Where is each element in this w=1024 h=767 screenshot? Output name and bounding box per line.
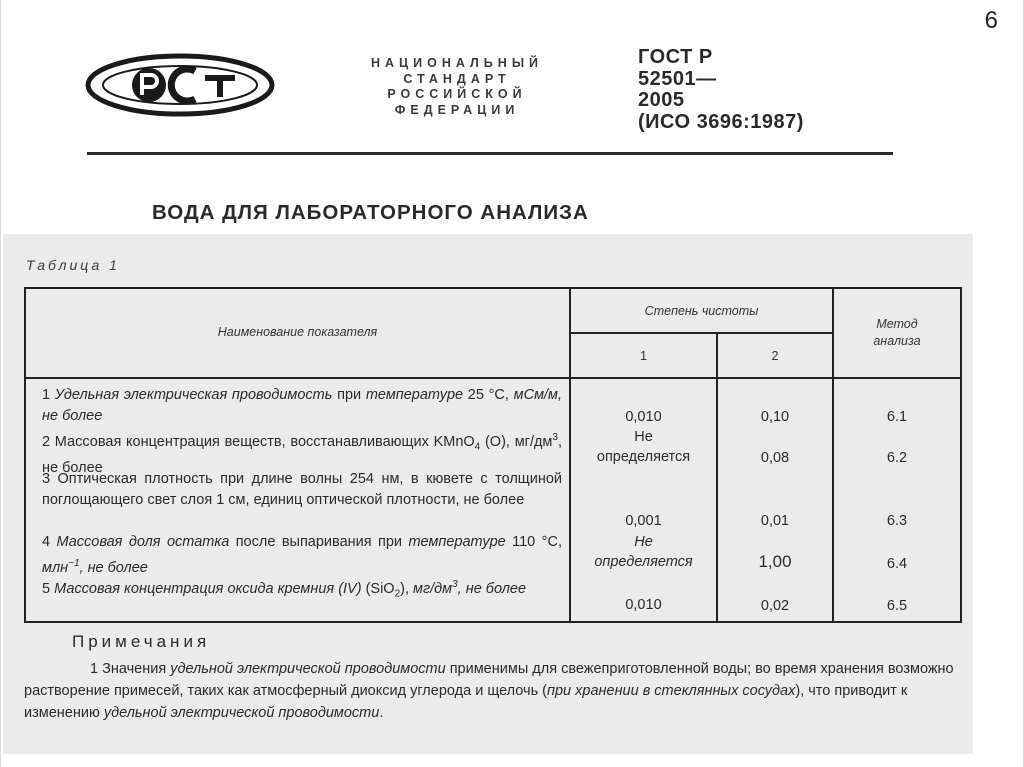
- document-title: ВОДА ДЛЯ ЛАБОРАТОРНОГО АНАЛИЗА: [152, 201, 589, 224]
- gost-line: ГОСТ Р: [638, 46, 713, 68]
- table-cell-row5-purity2: 0,02: [760, 598, 790, 614]
- table-row-4-indicator: 4 Массовая доля остатка после выпаривания при температуре 110 °С, млн$^{-1}$, не более: [42, 534, 562, 576]
- org-line: НАЦИОНАЛЬНЫЙ: [370, 56, 544, 70]
- table-cell-row5-purity1: 0,010: [625, 597, 662, 613]
- table-cell-row3-method: 6.3: [886, 513, 908, 529]
- gost-line: 2005: [638, 89, 685, 111]
- standard-designation: [638, 47, 918, 133]
- table-cell-row1-purity2: 0,10: [760, 409, 790, 425]
- org-line: РОССИЙСКОЙ: [387, 87, 527, 101]
- table-cell-row2-purity2: 0,08: [760, 450, 790, 466]
- table-row-2-indicator: 2 Массовая концентрация веществ, восстанавливающих KMnO$_4$ (О), $мг/дм^3$, не более: [42, 432, 562, 476]
- column-header-purity-1: 1: [640, 349, 647, 363]
- column-header-purity: Степень чистоты: [644, 304, 759, 318]
- table-cell-row1-method: 6.1: [886, 409, 908, 425]
- method-header-line: анализа: [873, 334, 921, 348]
- notes-title: Примечания: [72, 632, 211, 651]
- table-row-1-indicator: 1 Удельная электрическая проводимость при температуре 25 °С, мСм/м, не более: [42, 387, 563, 424]
- table-caption: Таблица 1: [26, 257, 120, 273]
- note-1: 1 Значения удельной электрической проводимости применимы для свежеприготовленной воды; во время хранения возможно растворение примесей, таких как атмосферный диоксид углерода и щелочь (при хранении в стеклянных сосудах), что приводит к изменению удельной электрической проводимости.: [24, 661, 954, 721]
- org-line: СТАНДАРТ: [403, 71, 511, 86]
- table-row-3-indicator: 3 Оптическая плотность при длине волны 254 нм, в кювете с толщиной поглощающего свет слоя 1 см, единиц оптической плотности, не более: [42, 471, 562, 508]
- table-cell-row3-purity2: 0,01: [760, 513, 790, 529]
- column-header-purity-2: 2: [771, 349, 779, 363]
- table-cell-row5-method: 6.5: [886, 598, 908, 614]
- table-cell-row4-purity1: Не определяется: [594, 534, 693, 570]
- gost-line: (ИСО 3696:1987): [638, 110, 804, 133]
- page-number: 6: [984, 7, 998, 34]
- table-header-divider: [570, 332, 833, 334]
- table-cell-row4-purity2: 1,00: [758, 552, 792, 571]
- table-header-bottom: [25, 377, 961, 379]
- table-cell-row2-purity1: Не определяется: [596, 429, 691, 465]
- table-cell-row3-purity1: 0,001: [625, 513, 662, 529]
- table-row-5-indicator: 5 Массовая концентрация оксида кремния (IV) (SiO$_2$), $мг/дм^3$, не более: [42, 579, 527, 600]
- method-header-line: Метод: [876, 317, 918, 331]
- table-cell-row4-method: 6.4: [886, 556, 908, 572]
- rst-logo: [85, 53, 275, 117]
- column-header-method: [834, 316, 960, 350]
- table-cell-row1-purity1: 0,010: [625, 409, 662, 425]
- organization-name: [329, 56, 585, 118]
- header-divider: [87, 152, 893, 155]
- table-cell-row2-method: 6.2: [886, 450, 908, 466]
- gost-line: 52501—: [638, 67, 717, 90]
- document-header: [67, 36, 926, 230]
- column-header-indicator: Наименование показателя: [217, 325, 378, 339]
- org-line: ФЕДЕРАЦИИ: [394, 102, 520, 117]
